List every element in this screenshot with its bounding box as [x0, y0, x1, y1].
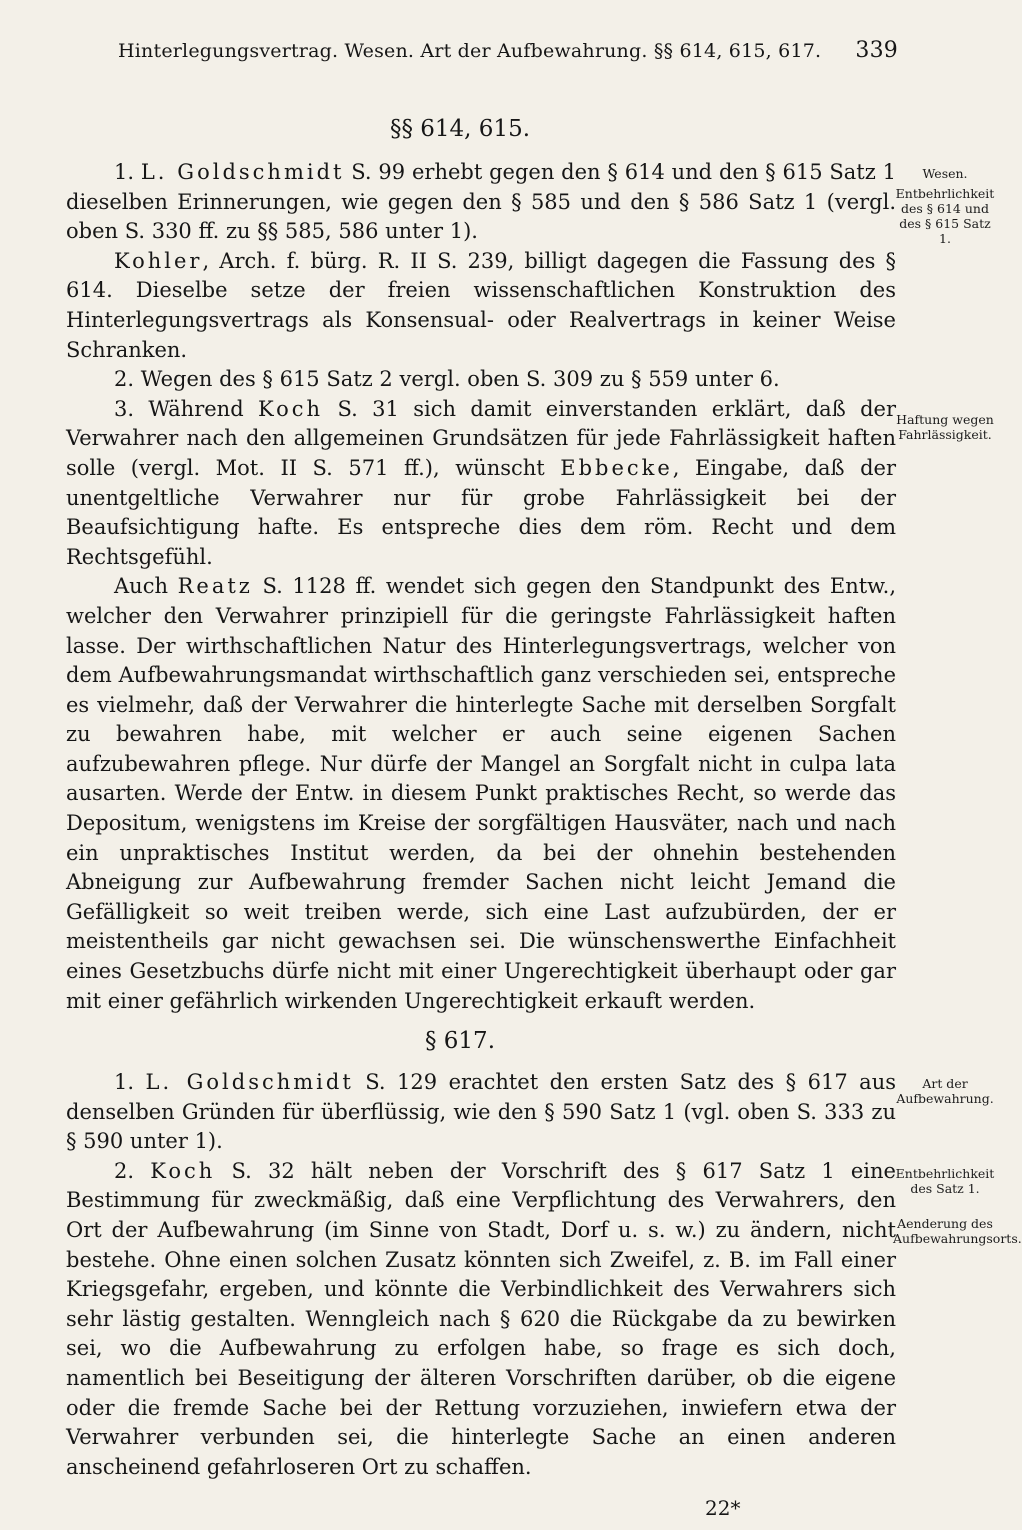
section-heading-614-615: §§ 614, 615.: [389, 116, 531, 142]
margin-note-haftung: Haftung wegen Fahrlässigkeit.: [896, 412, 994, 442]
paragraph: 2. Wegen des § 615 Satz 2 vergl. oben S. 309 zu § 559 unter 6.: [114, 367, 780, 392]
paragraph: 1. L. Goldschmidt S. 129 erachtet den ersten Satz des § 617 aus denselben Gründen für überflüssig, wie den § 590 Satz 1 (vgl. oben S. 333 zu § 590 unter 1).: [66, 1070, 896, 1154]
section-614-615-body: [66, 158, 896, 1016]
running-header-title: Hinterlegungsvertrag. Wesen. Art der Aufbewahrung. §§ 614, 615, 617.: [118, 40, 822, 62]
running-header: [118, 38, 898, 63]
author-name: Kohler: [114, 248, 203, 273]
paragraph: 1. L. Goldschmidt S. 99 erhebt gegen den § 614 und den § 615 Satz 1 dieselben Erinnerungen, wie gegen den § 585 und den § 586 Satz 1 (vergl. oben S. 330 ff. zu §§ 585, 586 unter 1).: [66, 160, 896, 244]
author-name: L. Goldschmidt: [140, 160, 345, 184]
paragraph: 3. Während Koch S. 31 sich damit einverstanden erklärt, daß der Verwahrer nach den allgemeinen Grundsätzen für jede Fahrlässigkeit haften solle (vergl. Mot. II S. 571 ff.), wünscht Ebbecke, Eingabe, daß der unentgeltliche Verwahrer nur für grobe Fahrlässigkeit bei der Beaufsichtigung hafte. Es entspreche dies dem röm. Recht und dem Rechtsgefühl.: [66, 396, 896, 569]
section-heading-617: § 617.: [424, 1028, 496, 1054]
margin-note-wesen: Wesen.: [922, 166, 968, 181]
author-name: Reatz: [177, 574, 253, 599]
paragraph: Auch Reatz S. 1128 ff. wendet sich gegen den Standpunkt des Entw., welcher den Verwahrer prinzipiell für die geringste Fahrlässigkeit haften lasse. Der wirthschaftlichen Natur des Hinterlegungsvertrags, welcher von dem Aufbewahrungsmandat wirthschaftlich ganz verschieden sei, entspreche es vielmehr, daß der Verwahrer die hinterlegte Sache mit derselben Sorgfalt zu bewahren habe, mit welcher er auch seine eigenen Sachen aufzubewahren pflege. Nur dürfe der Mangel an Sorgfalt nicht in culpa lata ausarten. Werde der Entw. in diesem Punkt praktisches Recht, so werde das Depositum, wenigstens im Kreise der sorgfältigen Hausväter, nach und nach ein unpraktisches Institut werden, da bei der ohnehin bestehenden Abneigung zur Aufbewahrung fremder Sachen nicht leicht Jemand die Gefälligkeit so weit treiben werde, sich eine Last aufzubürden, der er meistentheils gar nicht gewachsen sei. Die wünschenswerthe Einfachheit eines Gesetzbuchs dürfe nicht mit einer Ungerechtigkeit überhaupt oder gar mit einer gefährlich wirkenden Ungerechtigkeit erkauft werden.: [66, 574, 896, 1013]
margin-note-entbehrlichkeit: Entbehrlichkeit des § 614 und des § 615 Satz 1.: [895, 186, 995, 246]
author-name: L. Goldschmidt: [145, 1070, 354, 1094]
author-name: Koch: [150, 1158, 216, 1183]
section-617-body: [66, 1068, 896, 1482]
margin-note-entbehrlichkeit-satz1: Entbehrlichkeit des Satz 1.: [895, 1166, 995, 1196]
margin-note-art-der-aufbewahrung: Art der Aufbewahrung.: [896, 1076, 994, 1106]
author-name: Koch: [258, 396, 324, 421]
margin-note-aenderung: Aenderung des Aufbewahrungsorts.: [893, 1216, 1022, 1246]
page-number: 339: [855, 38, 898, 63]
paragraph: 2. Koch S. 32 hält neben der Vorschrift des § 617 Satz 1 eine Bestimmung für zweckmäßig, daß eine Verpflichtung des Verwahrers, den Ort der Aufbewahrung (im Sinne von Stadt, Dorf u. s. w.) zu ändern, nicht bestehe. Ohne einen solchen Zusatz könnten sich Zweifel, z. B. im Fall einer Kriegsgefahr, ergeben, und könnte die Verbindlichkeit des Verwahrers sich sehr lästig gestalten. Wenngleich nach § 620 die Rückgabe da zu bewirken sei, wo die Aufbewahrung zu erfolgen habe, so frage es sich doch, namentlich bei Beseitigung der älteren Vorschriften darüber, ob die eigene oder die fremde Sache bei der Rettung vorzuziehen, inwiefern etwa der Verwahrer verbunden sei, die hinterlegte Sache an einen anderen anscheinend gefahrloseren Ort zu schaffen.: [66, 1158, 896, 1479]
author-name: Ebbecke: [560, 455, 673, 480]
paragraph: Kohler, Arch. f. bürg. R. II S. 239, billigt dagegen die Fassung des § 614. Dieselbe setze der freien wissenschaftlichen Konstruktion des Hinterlegungsvertrags als Konsensual- oder Realvertrags in keiner Weise Schranken.: [66, 248, 896, 362]
signature-mark: 22*: [705, 1496, 741, 1520]
